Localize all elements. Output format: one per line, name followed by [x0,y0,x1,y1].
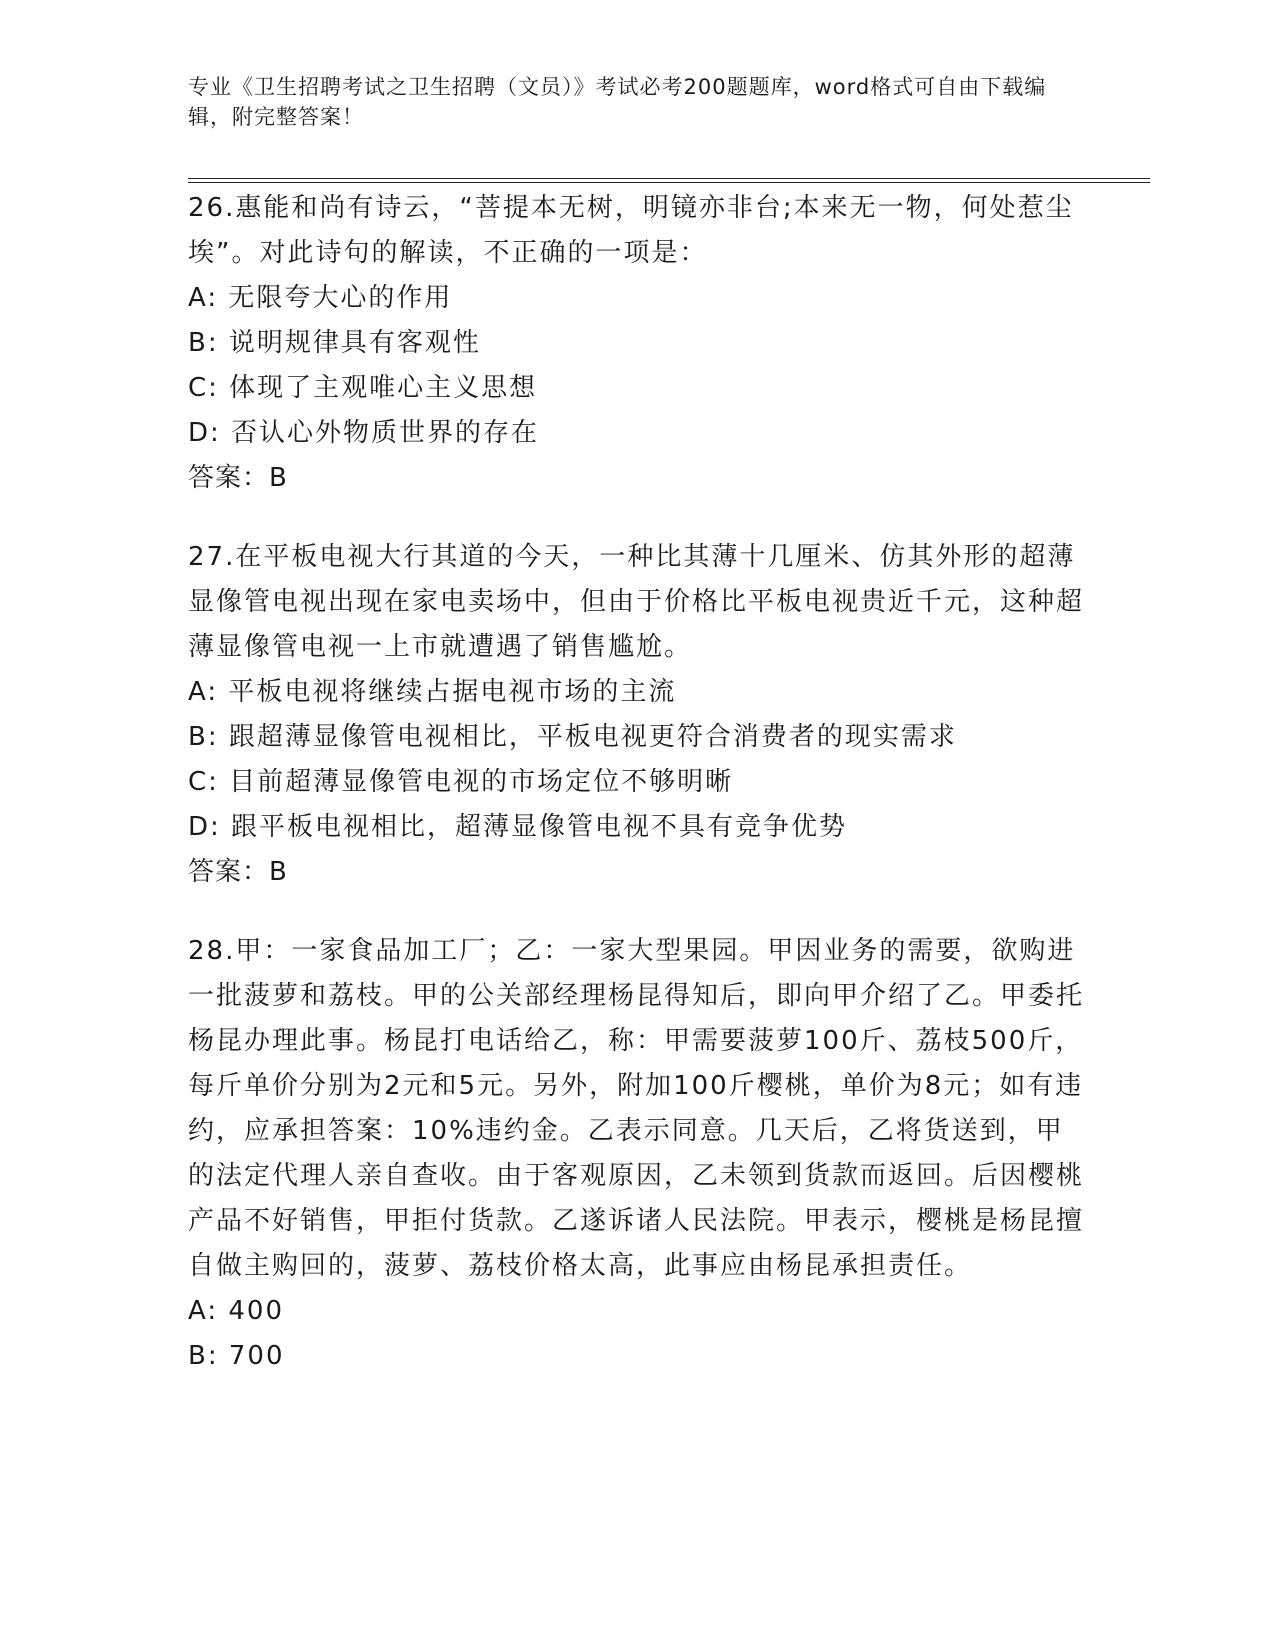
question-stem: 27.在平板电视大行其道的今天，一种比其薄十几厘米、仿其外形的超薄显像管电视出现在家电卖场中，但由于价格比平板电视贵近千元，这种超薄显像管电视一上市就遭遇了销售尴尬。 [188,542,1085,662]
option-a: A: 无限夸大心的作用 [188,283,453,313]
option-c: C: 目前超薄显像管电视的市场定位不够明晰 [188,767,734,797]
option-c: C: 体现了主观唯心主义思想 [188,373,538,403]
option-d: D: 跟平板电视相比，超薄显像管电视不具有竞争优势 [188,812,848,842]
option-b: B: 说明规律具有客观性 [188,328,481,358]
option-a: A: 平板电视将继续占据电视市场的主流 [188,677,677,707]
option-b: B: 跟超薄显像管电视相比，平板电视更符合消费者的现实需求 [188,722,957,752]
question-stem: 28.甲：一家食品加工厂；乙：一家大型果园。甲因业务的需要，欲购进一批菠萝和荔枝。甲的公关部经理杨昆得知后，即向甲介绍了乙。甲委托杨昆办理此事。杨昆打电话给乙，称：甲需要菠萝100斤、荔枝500斤，每斤单价分别为2元和5元。另外，附加100斤樱桃，单价为8元；如有违约，应承担答案：10%违约金。乙表示同意。几天后，乙将货送到，甲的法定代理人亲自查收。由于客观原因，乙未领到货款而返回。后因樱桃产品不好销售，甲拒付货款。乙遂诉诸人民法院。甲表示，樱桃是杨昆擅自做主购回的，菠萝、荔枝价格太高，此事应由杨昆承担责任。 [188,936,1085,1281]
answer: 答案：B [188,463,288,493]
question-list [188,186,1088,1413]
question-stem: 26.惠能和尚有诗云，“菩提本无树，明镜亦非台;本来无一物，何处惹尘埃”。对此诗句的解读，不正确的一项是： [188,193,1074,268]
option-b: B: 700 [188,1341,285,1371]
answer: 答案：B [188,857,288,887]
question-26 [188,186,1088,501]
page-header: 专业《卫生招聘考试之卫生招聘（文员）》考试必考200题题库，word格式可自由下载编辑，附完整答案！ [188,75,1047,129]
option-d: D: 否认心外物质世界的存在 [188,418,540,448]
question-27 [188,535,1088,895]
option-a: A: 400 [188,1296,284,1326]
question-28 [188,929,1088,1379]
header-divider [188,178,1150,183]
